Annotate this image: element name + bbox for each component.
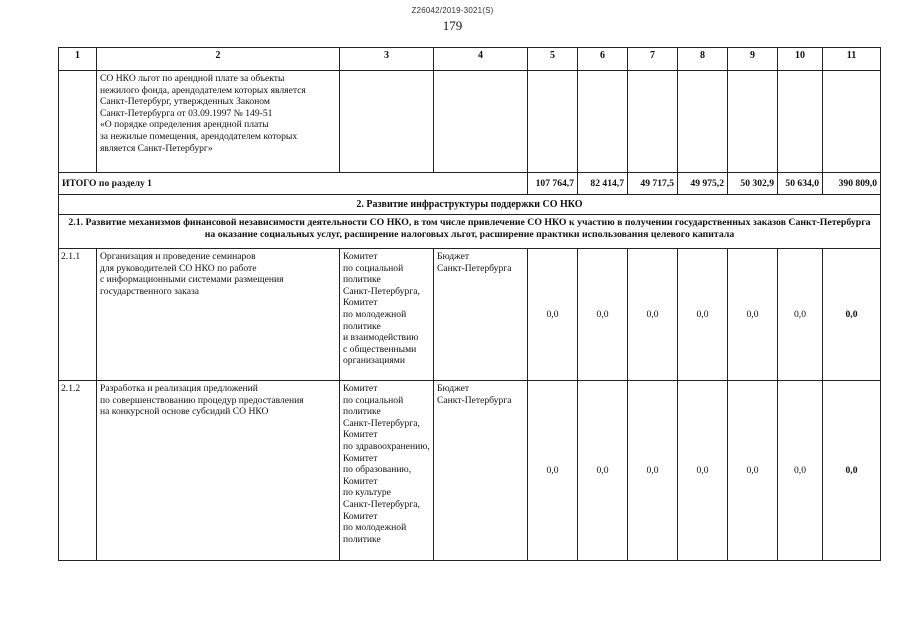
total-value: 107 764,7 xyxy=(528,173,578,195)
value-cell: 0,0 xyxy=(528,249,578,381)
total-row xyxy=(59,173,881,195)
column-number-row xyxy=(59,48,881,71)
executor-cell: Комитет по социальной политике Санкт-Петербурга, Комитет по здравоохранению, Комитет по образованию, Комитет по культуре Санкт-Петербурга, Комитет по молодежной политике xyxy=(340,381,434,561)
value-cell xyxy=(823,71,881,173)
value-cell: 0,0 xyxy=(678,381,728,561)
value-cell xyxy=(628,71,678,173)
value-cell: 0,0 xyxy=(823,249,881,381)
continuation-row xyxy=(59,71,881,173)
index-cell xyxy=(59,71,97,173)
value-cell xyxy=(528,71,578,173)
executor-cell xyxy=(340,71,434,173)
value-cell: 0,0 xyxy=(823,381,881,561)
column-header: 1 xyxy=(59,48,97,71)
value-cell: 0,0 xyxy=(728,381,778,561)
value-cell: 0,0 xyxy=(528,381,578,561)
total-value: 49 975,2 xyxy=(678,173,728,195)
value-cell: 0,0 xyxy=(778,381,823,561)
page-number: 179 xyxy=(442,18,463,33)
total-value: 49 717,5 xyxy=(628,173,678,195)
measure-cell: СО НКО льгот по арендной плате за объекты нежилого фонда, арендодателем которых является Санкт-Петербург, утвержденных Законом Санкт-Петербурга от 03.09.1997 № 149-51 «О порядке определения арендной платы за нежилые помещения, арендодателем которых является Санкт-Петербург» xyxy=(97,71,340,173)
column-header: 9 xyxy=(728,48,778,71)
value-cell: 0,0 xyxy=(678,249,728,381)
total-value: 390 809,0 xyxy=(823,173,881,195)
source-cell xyxy=(434,71,528,173)
subsection-title: 2.1. Развитие механизмов финансовой независимости деятельности СО НКО, в том числе привлечение СО НКО к участию в получении государственных заказов Санкт-Петербурга на оказание социальных услуг, расширение налоговых льгот, расширение практики использования целевого капитала xyxy=(59,215,881,249)
row-index: 2.1.1 xyxy=(59,249,97,381)
section-row xyxy=(59,195,881,215)
section-title: 2. Развитие инфраструктуры поддержки СО НКО xyxy=(59,195,881,215)
column-header: 6 xyxy=(578,48,628,71)
total-value: 50 302,9 xyxy=(728,173,778,195)
value-cell: 0,0 xyxy=(628,381,678,561)
source-cell: Бюджет Санкт-Петербурга xyxy=(434,249,528,381)
total-label: ИТОГО по разделу 1 xyxy=(59,173,528,195)
total-value: 82 414,7 xyxy=(578,173,628,195)
column-header: 8 xyxy=(678,48,728,71)
value-cell: 0,0 xyxy=(778,249,823,381)
column-header: 4 xyxy=(434,48,528,71)
column-header: 7 xyxy=(628,48,678,71)
column-header: 2 xyxy=(97,48,340,71)
document-code: Z26042/2019-3021(S) xyxy=(411,6,494,15)
table-row xyxy=(59,381,881,561)
value-cell: 0,0 xyxy=(728,249,778,381)
value-cell: 0,0 xyxy=(578,249,628,381)
value-cell: 0,0 xyxy=(578,381,628,561)
column-header: 5 xyxy=(528,48,578,71)
measure-cell: Разработка и реализация предложений по совершенствованию процедур предоставления на конкурсной основе субсидий СО НКО xyxy=(97,381,340,561)
table-row xyxy=(59,249,881,381)
program-table xyxy=(58,47,881,561)
value-cell xyxy=(678,71,728,173)
row-index: 2.1.2 xyxy=(59,381,97,561)
column-header: 3 xyxy=(340,48,434,71)
executor-cell: Комитет по социальной политике Санкт-Петербурга, Комитет по молодежной политике и взаимодействию с общественными организациями xyxy=(340,249,434,381)
value-cell xyxy=(578,71,628,173)
total-value: 50 634,0 xyxy=(778,173,823,195)
value-cell: 0,0 xyxy=(628,249,678,381)
measure-cell: Организация и проведение семинаров для руководителей СО НКО по работе с информационными системами размещения государственного заказа xyxy=(97,249,340,381)
value-cell xyxy=(728,71,778,173)
source-cell: Бюджет Санкт-Петербурга xyxy=(434,381,528,561)
column-header: 10 xyxy=(778,48,823,71)
value-cell xyxy=(778,71,823,173)
subsection-row xyxy=(59,215,881,249)
column-header: 11 xyxy=(823,48,881,71)
